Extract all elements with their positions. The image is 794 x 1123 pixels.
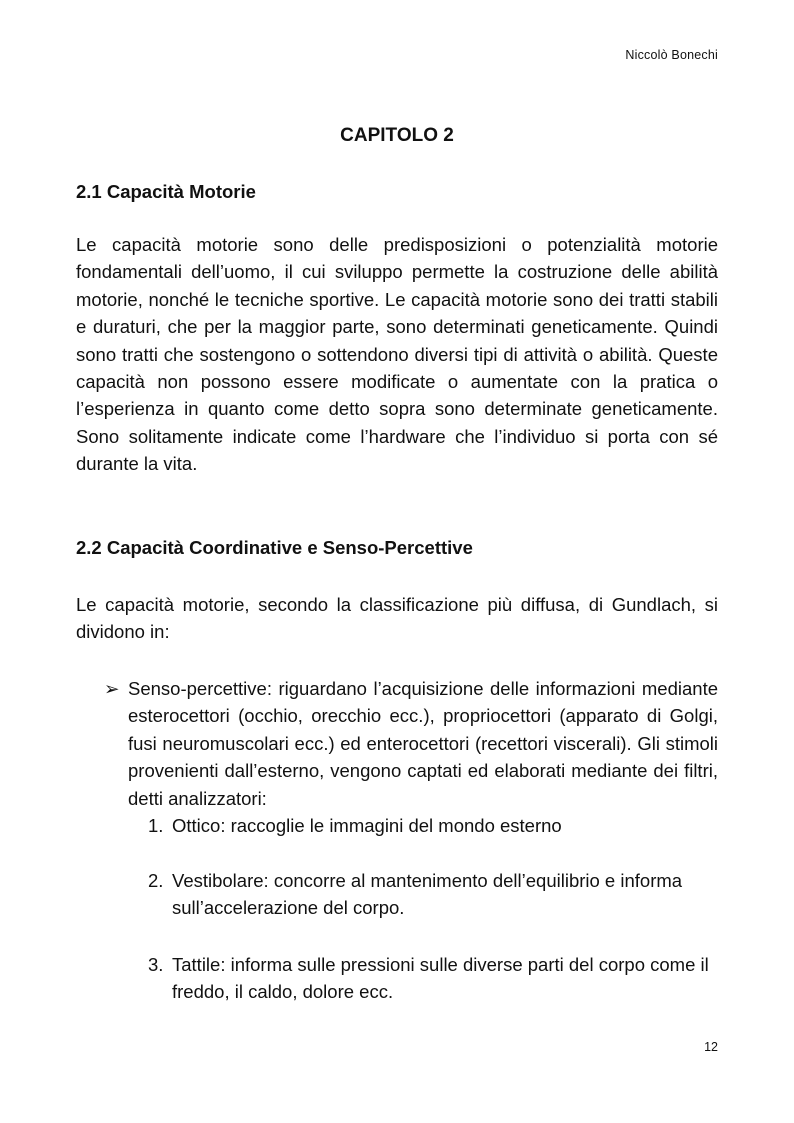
list-item-text: Tattile: informa sulle pressioni sulle diverse parti del corpo come il freddo, il caldo, dolore ecc. — [172, 954, 709, 1003]
page-number: 12 — [704, 1040, 718, 1054]
section-2-1-paragraph: Le capacità motorie sono delle predisposizioni o potenzialità motorie fondamentali dell’uomo, il cui sviluppo permette la costruzione delle abilità motorie, nonché le tecniche sportive. Le capacità motorie sono dei tratti stabili e duraturi, che per la maggior parte, sono determinati geneticamente. Quindi sono tratti che sostengono o sottendono diversi tipi di attività o abilità. Queste capacità non possono essere modificate o aumentate con la pratica o l’esperienza in quanto come detto sopra sono determinate geneticamente. Sono solitamente indicate come l’hardware che l’individuo si porta con sé durante la vita. — [76, 234, 718, 475]
list-number: 3. — [148, 954, 164, 975]
arrow-bullet-icon: ➢ — [104, 678, 120, 699]
section-2-2-intro: Le capacità motorie, secondo la classificazione più diffusa, di Gundlach, si dividono in: — [76, 594, 718, 643]
list-item-text: Ottico: raccoglie le immagini del mondo esterno — [172, 815, 562, 836]
bullet-item-senso-percettive — [104, 675, 718, 812]
section-heading-2-2: 2.2 Capacità Coordinative e Senso-Percettive — [76, 537, 473, 558]
list-number: 2. — [148, 870, 164, 891]
list-item — [148, 812, 718, 839]
bullet-text: Senso-percettive: riguardano l’acquisizione delle informazioni mediante esterocettori (occhio, orecchio ecc.), propriocettori (apparato di Golgi, fusi neuromuscolari ecc.) ed enterocettori (recettori viscerali). Gli stimoli provenienti dall’esterno, vengono captati ed elaborati mediante dei filtri, detti analizzatori: — [128, 678, 718, 809]
running-header-author: Niccolò Bonechi — [625, 48, 718, 62]
list-item-text: Vestibolare: concorre al mantenimento dell’equilibrio e informa sull’accelerazione del corpo. — [172, 870, 683, 919]
section-heading-2-1: 2.1 Capacità Motorie — [76, 181, 256, 202]
list-item — [148, 951, 718, 1006]
list-item — [148, 867, 718, 922]
list-number: 1. — [148, 815, 164, 836]
chapter-title: CAPITOLO 2 — [340, 125, 454, 146]
